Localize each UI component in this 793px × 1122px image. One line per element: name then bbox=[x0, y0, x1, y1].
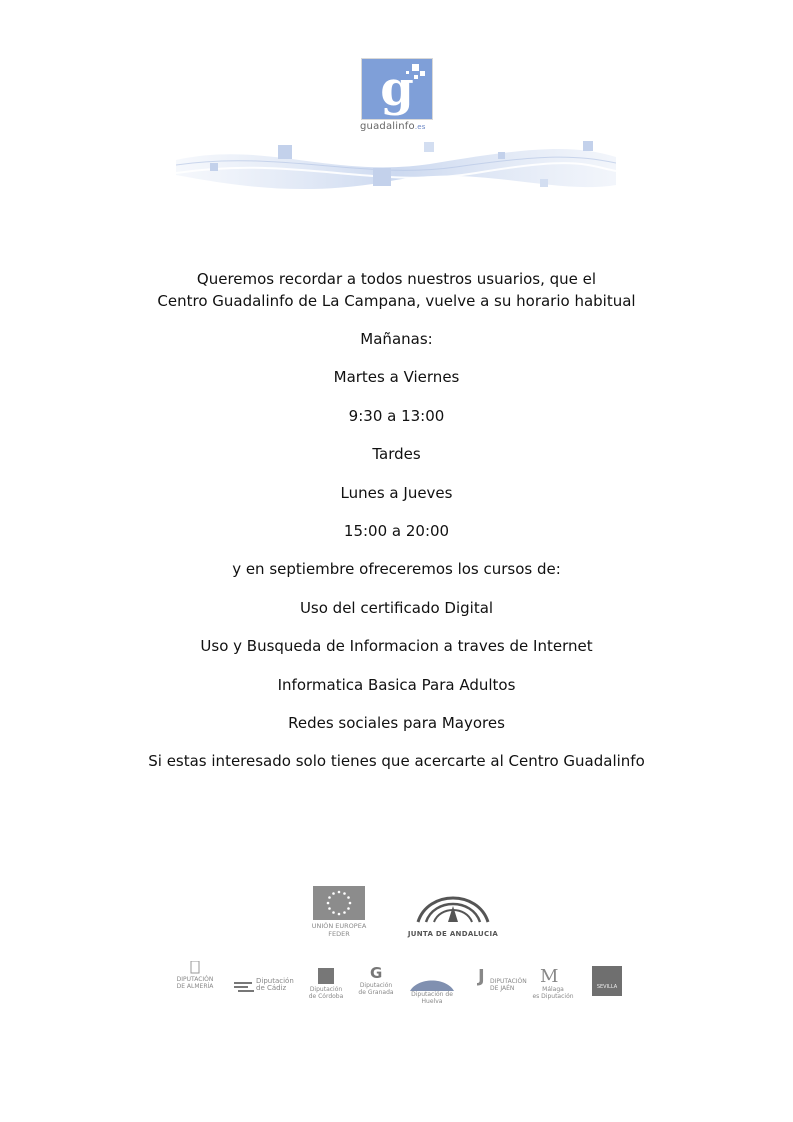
guadalinfo-logo bbox=[361, 58, 433, 120]
schedule-mornings-hours: 9:30 a 13:00 bbox=[348, 406, 445, 425]
course-item: Informatica Basica Para Adultos bbox=[277, 675, 516, 694]
diputacion-almeria-label: DIPUTACIÓN DE ALMERÍA bbox=[176, 976, 214, 990]
diputacion-malaga-icon: M bbox=[540, 966, 559, 987]
junta-andalucia-logo bbox=[410, 882, 496, 930]
logo-letter: g bbox=[380, 61, 414, 117]
eu-caption: UNIÓN EUROPEA FEDER bbox=[311, 922, 367, 938]
courses-intro: y en septiembre ofreceremos los cursos de: bbox=[232, 560, 561, 579]
diputacion-almeria-crest-icon bbox=[180, 960, 210, 974]
closing-note: Si estas interesado solo tienes que acercarte al Centro Guadalinfo bbox=[148, 752, 645, 771]
course-item: Uso del certificado Digital bbox=[299, 598, 494, 617]
diputacion-granada-icon: G bbox=[370, 964, 383, 982]
sponsor-footer bbox=[120, 880, 680, 1010]
diputacion-granada-label: Diputación de Granada bbox=[358, 982, 394, 996]
schedule-afternoons-hours: 15:00 a 20:00 bbox=[343, 521, 450, 540]
diputacion-cordoba-label: Diputación de Córdoba bbox=[308, 986, 344, 1000]
diputacion-cordoba-icon bbox=[318, 968, 334, 984]
diputacion-sevilla-label: SEVILLA bbox=[596, 984, 618, 990]
diputacion-huelva-label: Diputación de Huelva bbox=[411, 991, 453, 1005]
header bbox=[176, 55, 616, 205]
decorative-wave-banner bbox=[176, 135, 616, 205]
logo-wordmark: guadalinfo.es bbox=[360, 121, 426, 132]
diputacion-cadiz-icon bbox=[232, 978, 256, 997]
schedule-afternoons-days: Lunes a Jueves bbox=[340, 483, 453, 502]
diputacion-sevilla-icon bbox=[592, 966, 622, 996]
diputacion-jaen-label: DIPUTACIÓN DE JAÉN bbox=[490, 978, 527, 992]
intro-line-2: Centro Guadalinfo de La Campana, vuelve a su horario habitual bbox=[157, 292, 636, 310]
schedule-mornings-heading: Mañanas: bbox=[360, 330, 433, 348]
course-item: Redes sociales para Mayores bbox=[288, 713, 505, 732]
schedule-afternoons-heading: Tardes bbox=[372, 445, 421, 464]
notice-content bbox=[0, 268, 793, 789]
junta-caption: JUNTA DE ANDALUCIA bbox=[407, 930, 499, 938]
intro-line-1: Queremos recordar a todos nuestros usuarios, que el bbox=[196, 270, 597, 288]
eu-flag-icon bbox=[313, 886, 365, 920]
schedule-mornings-days: Martes a Viernes bbox=[333, 368, 460, 387]
diputacion-malaga-label: Málaga es Diputación bbox=[532, 986, 574, 1000]
intro-paragraph bbox=[0, 268, 793, 312]
diputacion-jaen-icon: J bbox=[478, 966, 485, 987]
diputacion-cadiz-label: Diputación de Cádiz bbox=[256, 977, 294, 992]
course-item: Uso y Busqueda de Informacion a traves de Internet bbox=[200, 637, 593, 656]
